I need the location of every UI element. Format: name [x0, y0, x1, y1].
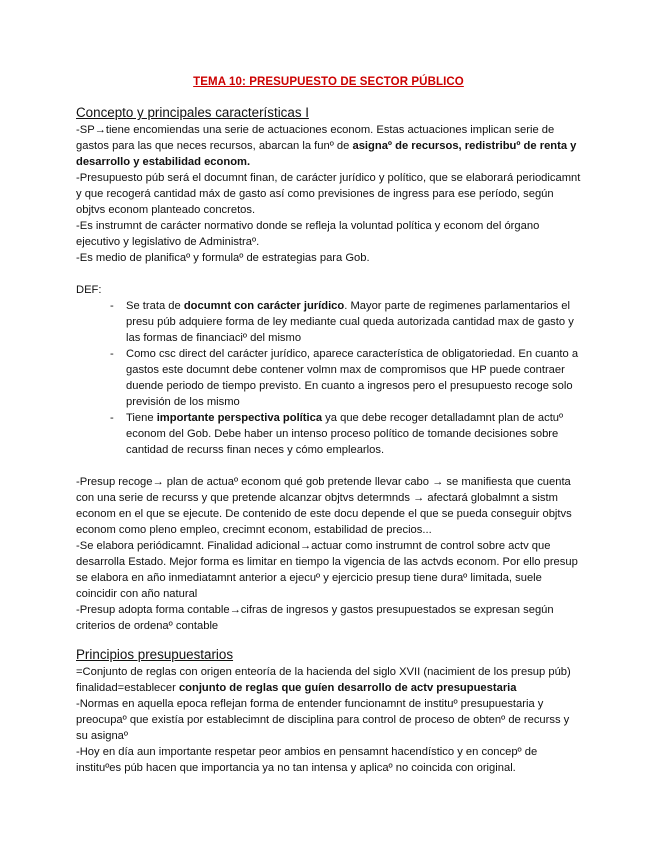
def-item-juridico [110, 298, 581, 346]
def-item-obligatoriedad [110, 346, 581, 410]
paragraph-presupuesto: -Presupuesto púb será el documnt finan, de carácter jurídico y político, que se elaborará periodicamnt y que recogerá cantidad máx de gasto así como previsiones de ingress para ese período, según objtvs econom planteado concretos. [76, 172, 581, 216]
paragraph-instrumento: -Es instrumnt de carácter normativo donde se refleja la voluntad política y econom del órgano ejecutivo y legislativo de Administraº. [76, 220, 540, 248]
section-concepto [76, 104, 581, 634]
def-item-text: Como csc direct del carácter jurídico, aparece característica de obligatoriedad. En cuanto a gastos este documnt debe contener volmn max de compromisos que HP puede contraer duende periodo de tiempo previsto. En cuanto a ingresos pero el presupuesto recoge solo previsión de los mismo [126, 348, 579, 408]
def-item-text: ya que debe recoger detalladamnt plan de actuº econom del Gob. Debe haber un intenso proceso político de tomande decisiones sobre cantidad de recurss finan neces y cómo emplearlos. [126, 412, 564, 456]
section-heading-principios: Principios presupuestarios [76, 647, 234, 662]
section-heading-concepto: Concepto y principales características I [76, 105, 309, 120]
paragraph-planificacion: -Es medio de planificaº y formulaº de estrategias para Gob. [76, 252, 370, 264]
def-item-text: Tiene [126, 412, 157, 424]
paragraph-conjunto-text: =Conjunto de reglas con origen enteoría de la hacienda del siglo XVII (nacimient de los presup púb) finalidad=establecer [76, 666, 571, 694]
def-list [76, 298, 581, 458]
paragraph-sp-bold: asignaº de recursos, redistribuº de renta y desarrollo y estabilidad econom. [76, 140, 577, 168]
def-item-bold: documnt con carácter jurídico [183, 300, 345, 312]
paragraph-conjunto-bold: conjunto de reglas que guíen desarrollo de actv presupuestaria [178, 682, 517, 694]
paragraph-conjunto-reglas [76, 664, 581, 696]
paragraph-forma-contable: -Presup adopta forma contable→cifras de ingresos y gastos presupuestados se expresan según criterios de ordenaº contable [76, 604, 554, 632]
section-principios [76, 646, 581, 776]
paragraph-hoy: -Hoy en día aun importante respetar peor ambios en pensamnt hacendístico y en concepº de instituºes púb hacen que importancia ya no tan intensa y aplicaº no coincida con original. [76, 746, 538, 774]
paragraph-plan-actuacion: -Presup recoge→ plan de actuaº econom qué gob pretende llevar cabo → se manifiesta que cuenta con una serie de recurss y que pretende alcanzar objtvs determnds → afectará globalmnt a sistm econom en el que se ejecute. De contenido de este docu depende el que se pueda conseguir objtvs econom como pleno empleo, crecimnt econom, estabilidad de precios... [76, 476, 572, 536]
def-item-politica [110, 410, 581, 458]
spacer [76, 458, 581, 474]
paragraph-sp [76, 122, 581, 170]
paragraph-normas: -Normas en aquella epoca reflejan forma de entender funcionamnt de instituº presupuestaria y preocupaº que existía por establecimnt de disciplina para control de proceso de obtenº de recurss y su asignaº [76, 698, 570, 742]
def-item-bold: importante perspectiva política [156, 412, 323, 424]
def-item-text: . Mayor parte de regimenes parlamentarios el presu púb adquiere forma de ley mediante cual queda autorizada cantidad max de gasto y las formas de financiaciº del mismo [126, 300, 574, 344]
def-item-text: Se trata de [126, 300, 184, 312]
paragraph-sp-text: -SP→tiene encomiendas una serie de actuaciones econom. Estas actuaciones implican serie de gastos para las que neces recursos, abarcan la funº de [76, 124, 555, 152]
paragraph-periodicidad: -Se elabora periódicamnt. Finalidad adicional→actuar como instrumnt de control sobre actv que desarrolla Estado. Mejor forma es limitar en tiempo la vigencia de las actvds econom. Por ello presup se elabora en año inmediatamnt anterior a ejecuº y ejercicio presup tiene duraº limitada, suele coincidir con año natural [76, 540, 578, 600]
document-title: TEMA 10: PRESUPUESTO DE SECTOR PÚBLICO [193, 76, 464, 88]
spacer [76, 266, 581, 282]
def-label: DEF: [76, 284, 102, 296]
